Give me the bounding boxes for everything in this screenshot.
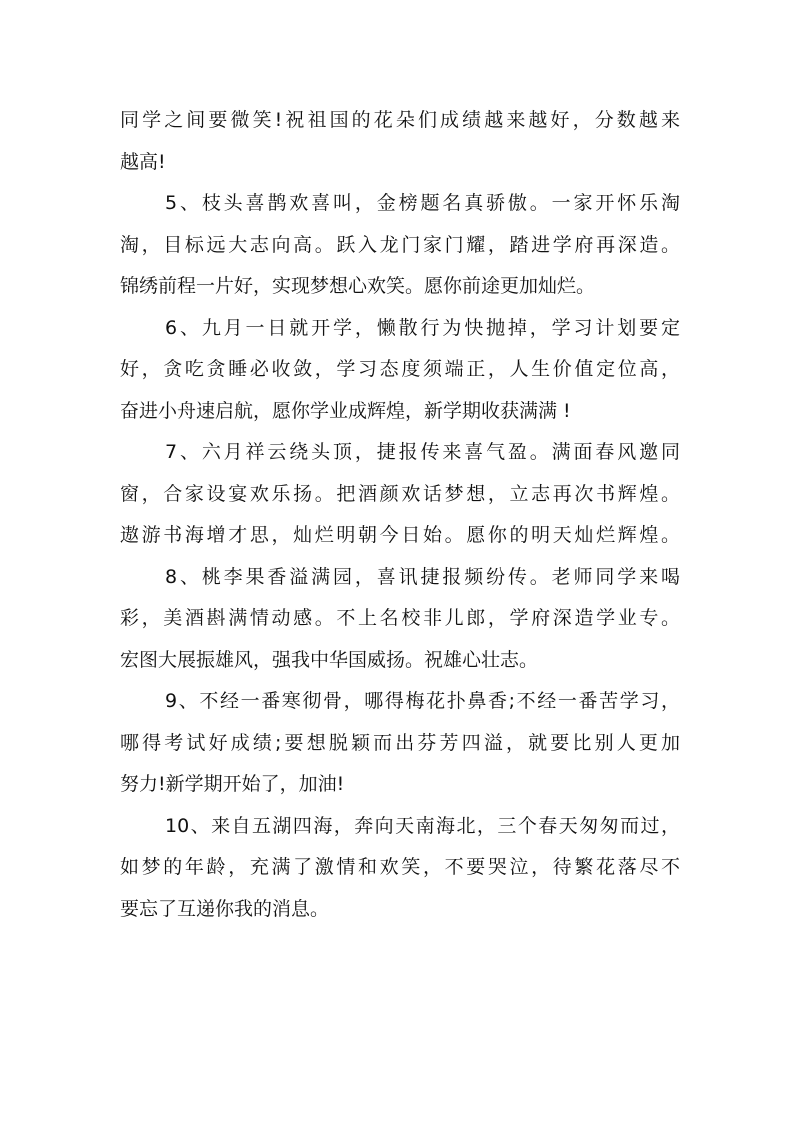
text-line: 同学之间要微笑!祝祖国的花朵们成绩越来越好，分数越来 bbox=[120, 109, 680, 131]
paragraph-6-line: 6、九月一日就开学，懒散行为快抛掉，学习计划要定 bbox=[165, 316, 680, 339]
paragraph-7-line: 窗，合家设宴欢乐扬。把酒颜欢话梦想，立志再次书辉煌。 bbox=[120, 482, 680, 505]
paragraph-7-line: 遨游书海增才思，灿烂明朝今日始。愿你的明天灿烂辉煌。 bbox=[120, 524, 680, 546]
document-body bbox=[120, 100, 680, 930]
paragraph-10-line: 如梦的年龄，充满了激情和欢笑，不要哭泣，待繁花落尽不 bbox=[120, 856, 680, 878]
paragraph-6-line: 奋进小舟速启航，愿你学业成辉煌，新学期收获满满 ! bbox=[120, 399, 571, 422]
paragraph-5-line: 锦绣前程一片好，实现梦想心欢笑。愿你前途更加灿烂。 bbox=[120, 275, 596, 297]
paragraph-6-line: 好，贪吃贪睡必收敛，学习态度须端正，人生价值定位高， bbox=[120, 358, 680, 380]
paragraph-7-line: 7、六月祥云绕头顶，捷报传来喜气盈。满面春风邀同 bbox=[165, 441, 680, 463]
paragraph-9-line: 哪得考试好成绩;要想脱颖而出芬芳四溢，就要比别人更加 bbox=[120, 731, 680, 754]
paragraph-5-line: 5、枝头喜鹊欢喜叫，金榜题名真骄傲。一家开怀乐淘 bbox=[165, 192, 680, 214]
paragraph-8-line: 彩，美酒斟满情动感。不上名校非儿郎，学府深造学业专。 bbox=[120, 607, 680, 629]
paragraph-10-line: 10、来自五湖四海，奔向天南海北，三个春天匆匆而过， bbox=[165, 814, 680, 837]
paragraph-8-line: 8、桃李果香溢满园，喜讯捷报频纷传。老师同学来喝 bbox=[165, 565, 680, 588]
text-line: 越高! bbox=[120, 150, 166, 173]
paragraph-10-line: 要忘了互递你我的消息。 bbox=[120, 897, 330, 920]
paragraph-8-line: 宏图大展振雄风，强我中华国威扬。祝雄心壮志。 bbox=[120, 648, 539, 671]
paragraph-9-line: 努力!新学期开始了，加油! bbox=[120, 773, 345, 795]
paragraph-5-line: 淘，目标远大志向高。跃入龙门家门耀，踏进学府再深造。 bbox=[120, 233, 680, 256]
paragraph-9-line: 9、不经一番寒彻骨，哪得梅花扑鼻香;不经一番苦学习， bbox=[165, 690, 680, 712]
